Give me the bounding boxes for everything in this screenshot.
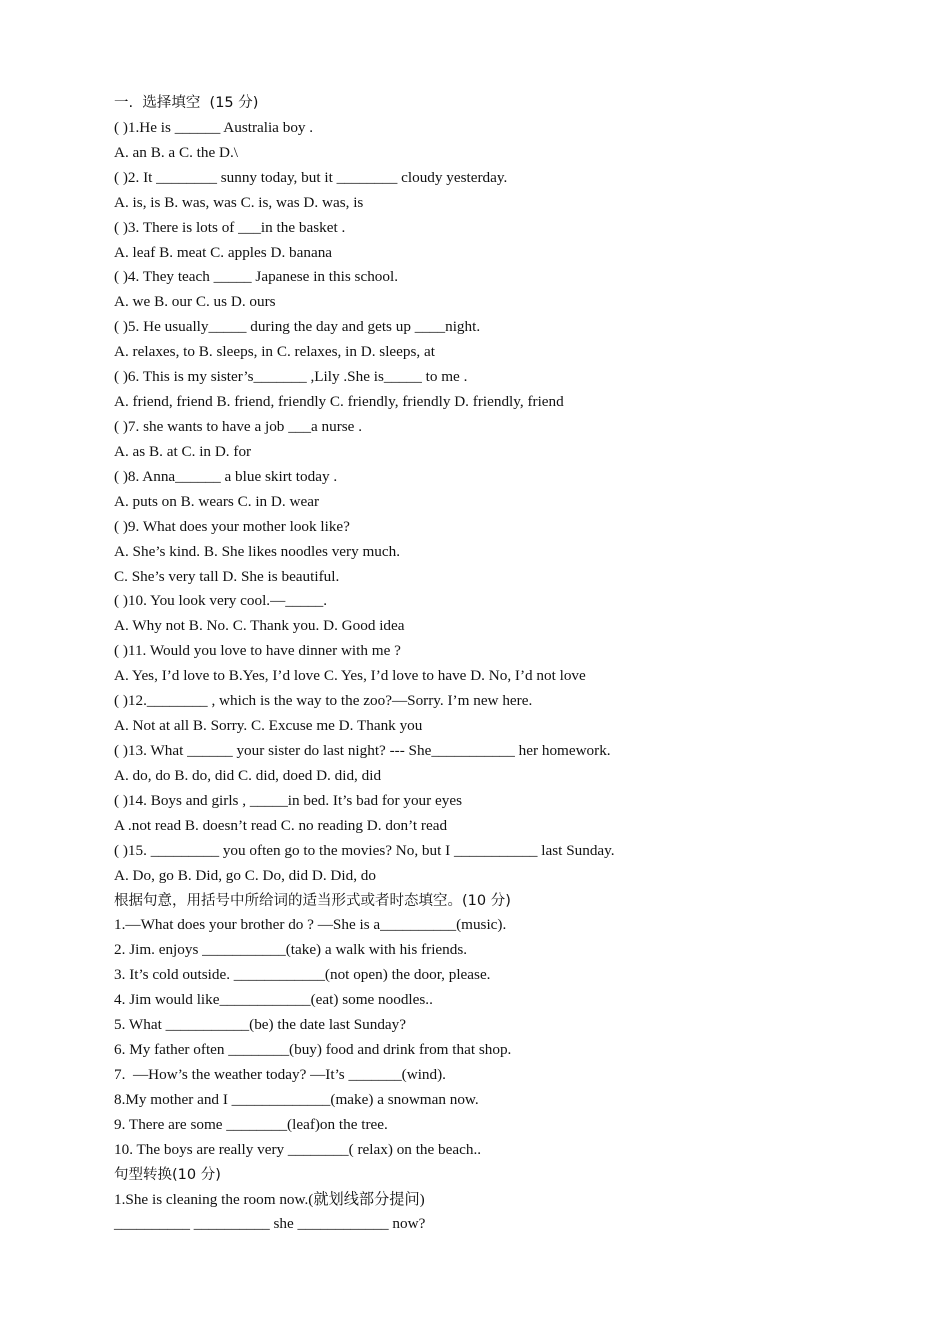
question-15: ( )15. _________ you often go to the movies? No, but I ___________ last Sunday. xyxy=(114,841,615,859)
section-1-title: 一. 选择填空 (15 分) xyxy=(114,95,259,111)
question-5: ( )5. He usually_____ during the day and gets up ____night. xyxy=(114,318,481,336)
question-12: ( )12.________ , which is the way to the zoo?—Sorry. I’m new here. xyxy=(114,692,533,710)
question-9: ( )9. What does your mother look like? xyxy=(114,517,350,535)
question-1-options: A. an B. a C. the D.\ xyxy=(114,143,239,161)
question-15-options: A. Do, go B. Did, go C. Do, did D. Did, do xyxy=(114,866,376,884)
question-5-options: A. relaxes, to B. sleeps, in C. relaxes, in D. sleeps, at xyxy=(114,343,435,361)
question-2: ( )2. It ________ sunny today, but it ________ cloudy yesterday. xyxy=(114,168,508,186)
fill-item-9: 9. There are some ________(leaf)on the tree. xyxy=(114,1115,388,1133)
question-10-options: A. Why not B. No. C. Thank you. D. Good idea xyxy=(114,617,405,635)
transform-item-1: 1.She is cleaning the room now.(就划线部分提问) xyxy=(114,1190,425,1208)
question-3: ( )3. There is lots of ___in the basket . xyxy=(114,218,346,236)
question-9-options-a-b: A. She’s kind. B. She likes noodles very much. xyxy=(114,542,401,560)
fill-item-4: 4. Jim would like____________(eat) some noodles.. xyxy=(114,991,433,1009)
question-6: ( )6. This is my sister’s_______ ,Lily .She is_____ to me . xyxy=(114,368,468,386)
fill-item-7: 7. —How’s the weather today? —It’s _______(wind). xyxy=(114,1065,446,1083)
transform-item-1-answer: __________ __________ she ____________ now? xyxy=(114,1215,426,1233)
question-4: ( )4. They teach _____ Japanese in this school. xyxy=(114,268,398,286)
question-7: ( )7. she wants to have a job ___a nurse . xyxy=(114,417,362,435)
question-1: ( )1.He is ______ Australia boy . xyxy=(114,118,314,136)
fill-item-5: 5. What ___________(be) the date last Sunday? xyxy=(114,1016,407,1034)
question-14-options: A .not read B. doesn’t read C. no reading D. don’t read xyxy=(114,816,448,834)
question-3-options: A. leaf B. meat C. apples D. banana xyxy=(114,243,333,261)
question-11: ( )11. Would you love to have dinner with me ? xyxy=(114,642,401,660)
question-13: ( )13. What ______ your sister do last night? --- She___________ her homework. xyxy=(114,741,611,759)
fill-item-3: 3. It’s cold outside. ____________(not open) the door, please. xyxy=(114,966,491,984)
question-10: ( )10. You look very cool.—_____. xyxy=(114,592,328,610)
worksheet-page xyxy=(114,91,914,1237)
question-13-options: A. do, do B. do, did C. did, doed D. did, did xyxy=(114,766,382,784)
question-4-options: A. we B. our C. us D. ours xyxy=(114,293,276,311)
question-7-options: A. as B. at C. in D. for xyxy=(114,442,252,460)
fill-item-2: 2. Jim. enjoys ___________(take) a walk with his friends. xyxy=(114,941,468,959)
fill-item-8: 8.My mother and I _____________(make) a snowman now. xyxy=(114,1090,479,1108)
question-11-options: A. Yes, I’d love to B.Yes, I’d love C. Yes, I’d love to have D. No, I’d not love xyxy=(114,667,586,685)
fill-item-10: 10. The boys are really very ________( relax) on the beach.. xyxy=(114,1140,482,1158)
question-12-options: A. Not at all B. Sorry. C. Excuse me D. Thank you xyxy=(114,717,423,735)
question-2-options: A. is, is B. was, was C. is, was D. was, is xyxy=(114,193,364,211)
fill-item-1: 1.—What does your brother do ? —She is a__________(music). xyxy=(114,916,507,934)
fill-item-6: 6. My father often ________(buy) food and drink from that shop. xyxy=(114,1041,512,1059)
question-8: ( )8. Anna______ a blue skirt today . xyxy=(114,467,338,485)
section-3-title: 句型转换(10 分) xyxy=(114,1166,221,1183)
question-9-options-c-d: C. She’s very tall D. She is beautiful. xyxy=(114,567,340,585)
question-8-options: A. puts on B. wears C. in D. wear xyxy=(114,492,320,510)
section-2-title: 根据句意，用括号中所给词的适当形式或者时态填空。(10 分) xyxy=(114,892,511,909)
question-6-options: A. friend, friend B. friend, friendly C. friendly, friendly D. friendly, friend xyxy=(114,393,564,411)
question-14: ( )14. Boys and girls , _____in bed. It’s bad for your eyes xyxy=(114,791,462,809)
